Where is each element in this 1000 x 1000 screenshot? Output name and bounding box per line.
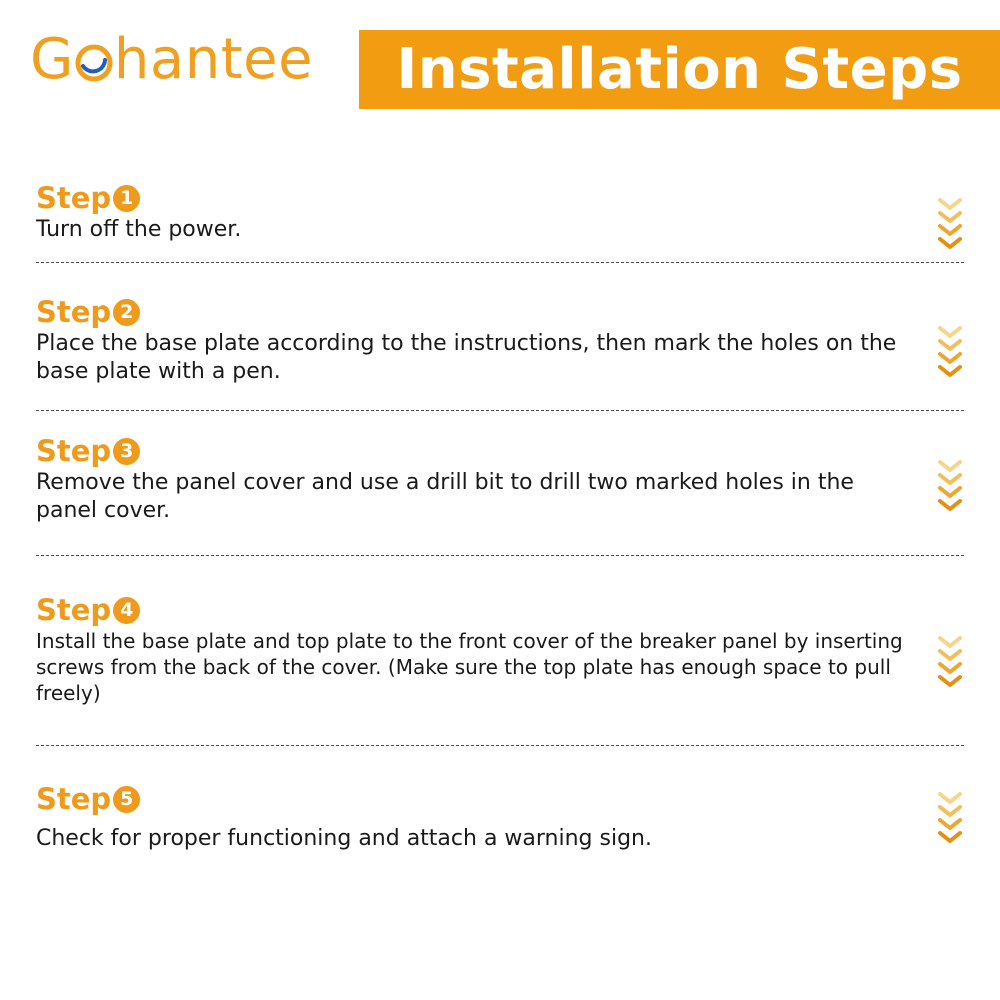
logo-letter-g: G [30,26,74,92]
brand-logo [30,24,313,94]
numbered-circle-icon: 3 [113,438,140,465]
chevron-down-icon [936,790,964,846]
step-divider [36,555,964,556]
chevron-down-icon [936,634,964,690]
step-label: Step [36,181,112,215]
page-title: Installation Steps [396,37,963,102]
step-divider [36,410,964,411]
step-heading [36,592,956,628]
chevron-down-icon [936,458,964,514]
step-5 [36,781,956,853]
step-heading [36,781,956,817]
header-banner [359,30,1000,109]
step-description: Turn off the power. [36,217,242,242]
step-3 [36,433,956,525]
step-2 [36,294,956,386]
numbered-circle-icon: 1 [113,185,140,212]
step-heading [36,433,956,469]
numbered-circle-icon: 4 [113,597,140,624]
step-heading [36,180,956,216]
logo-o-ring-icon [74,36,114,82]
step-description: Install the base plate and top plate to the front cover of the breaker panel by inserting screws from the back of the cover. (Make sure the top plate has enough space to pull freely) [36,629,903,705]
step-label: Step [36,434,112,468]
step-divider [36,745,964,746]
step-divider [36,262,964,263]
chevron-down-icon [936,196,964,252]
step-heading [36,294,956,330]
step-description: Remove the panel cover and use a drill bit to drill two marked holes in the panel cover. [36,470,854,523]
step-1 [36,180,956,244]
step-4 [36,592,956,706]
numbered-circle-icon: 2 [113,299,140,326]
numbered-circle-icon: 5 [113,786,140,813]
step-description: Check for proper functioning and attach a warning sign. [36,826,652,851]
step-description: Place the base plate according to the instructions, then mark the holes on the base plate with a pen. [36,331,897,384]
step-label: Step [36,295,112,329]
logo-letters-hantee: hantee [113,26,314,92]
step-label: Step [36,782,112,816]
step-label: Step [36,593,112,627]
chevron-down-icon [936,324,964,380]
